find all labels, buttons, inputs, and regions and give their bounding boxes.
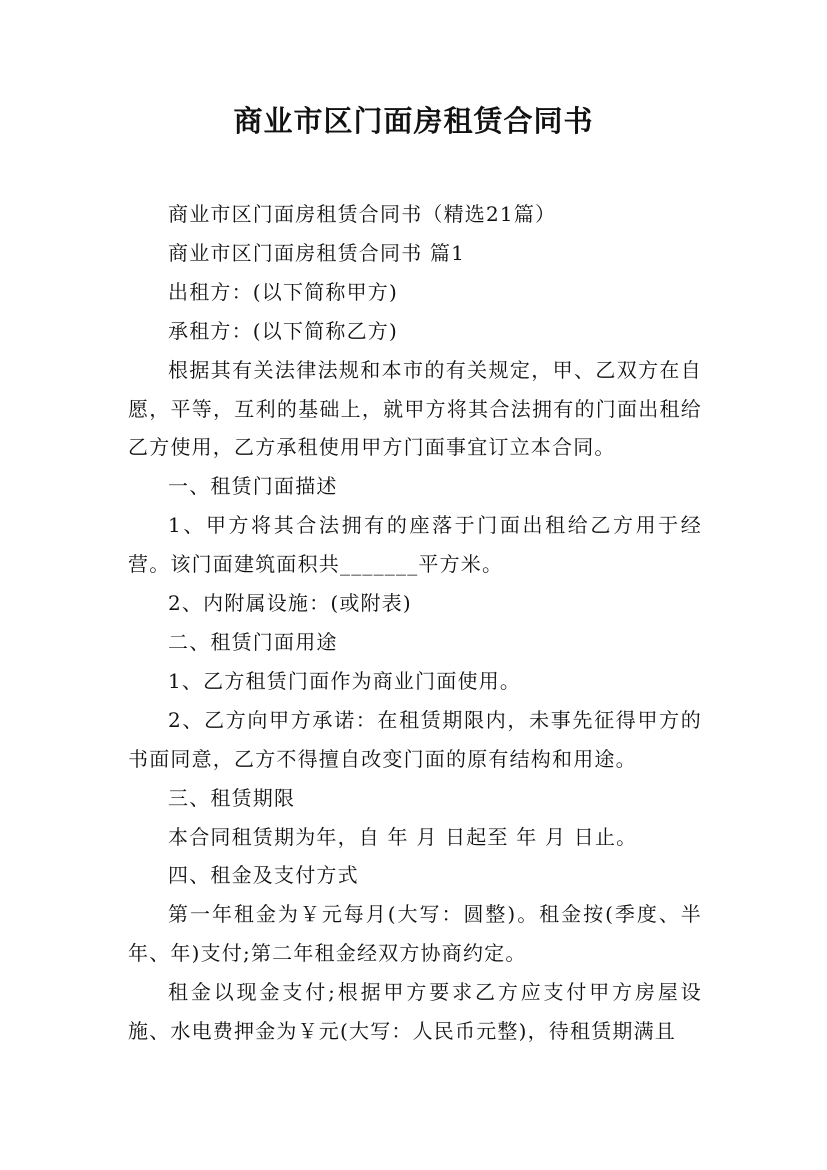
paragraph-clause-1-1: 1、甲方将其合法拥有的座落于门面出租给乙方用于经营。该门面建筑面积共_______平方米。 (128, 513, 702, 577)
document-title: 商业市区门面房租赁合同书 (233, 104, 594, 138)
paragraph-clause-1-2: 2、内附属设施：(或附表) (168, 591, 412, 616)
paragraph-subtitle: 商业市区门面房租赁合同书（精选21篇） (168, 202, 557, 226)
document-body (128, 195, 702, 1051)
paragraph-clause-4-1: 第一年租金为￥元每月(大写：圆整)。租金按(季度、半年、年)支付;第二年租金经双方协商约定。 (128, 902, 702, 966)
paragraph-clause-2-1: 1、乙方租赁门面作为商业门面使用。 (168, 668, 522, 693)
paragraph-heading-3: 三、租赁期限 (168, 785, 296, 810)
paragraph-clause-4-2: 租金以现金支付;根据甲方要求乙方应支付甲方房屋设施、水电费押金为￥元(大写：人民币元整)，待租赁期满且 (128, 980, 702, 1044)
paragraph-heading-4: 四、租金及支付方式 (168, 863, 359, 888)
paragraph-lessor: 出租方：(以下简称甲方) (168, 279, 399, 304)
paragraph-clause-2-2: 2、乙方向甲方承诺：在租赁期限内，未事先征得甲方的书面同意，乙方不得擅自改变门面的原有结构和用途。 (128, 707, 702, 771)
paragraph-heading-2: 二、租赁门面用途 (168, 629, 338, 654)
paragraph-heading-1: 一、租赁门面描述 (168, 474, 338, 499)
paragraph-section-heading: 商业市区门面房租赁合同书 篇1 (168, 240, 466, 265)
paragraph-preamble: 根据其有关法律法规和本市的有关规定，甲、乙双方在自愿，平等，互利的基础上，就甲方将其合法拥有的门面出租给乙方使用，乙方承租使用甲方门面事宜订立本合同。 (128, 357, 702, 460)
paragraph-lessee: 承租方：(以下简称乙方) (168, 318, 399, 343)
paragraph-clause-3: 本合同租赁期为年，自 年 月 日起至 年 月 日止。 (168, 824, 638, 849)
